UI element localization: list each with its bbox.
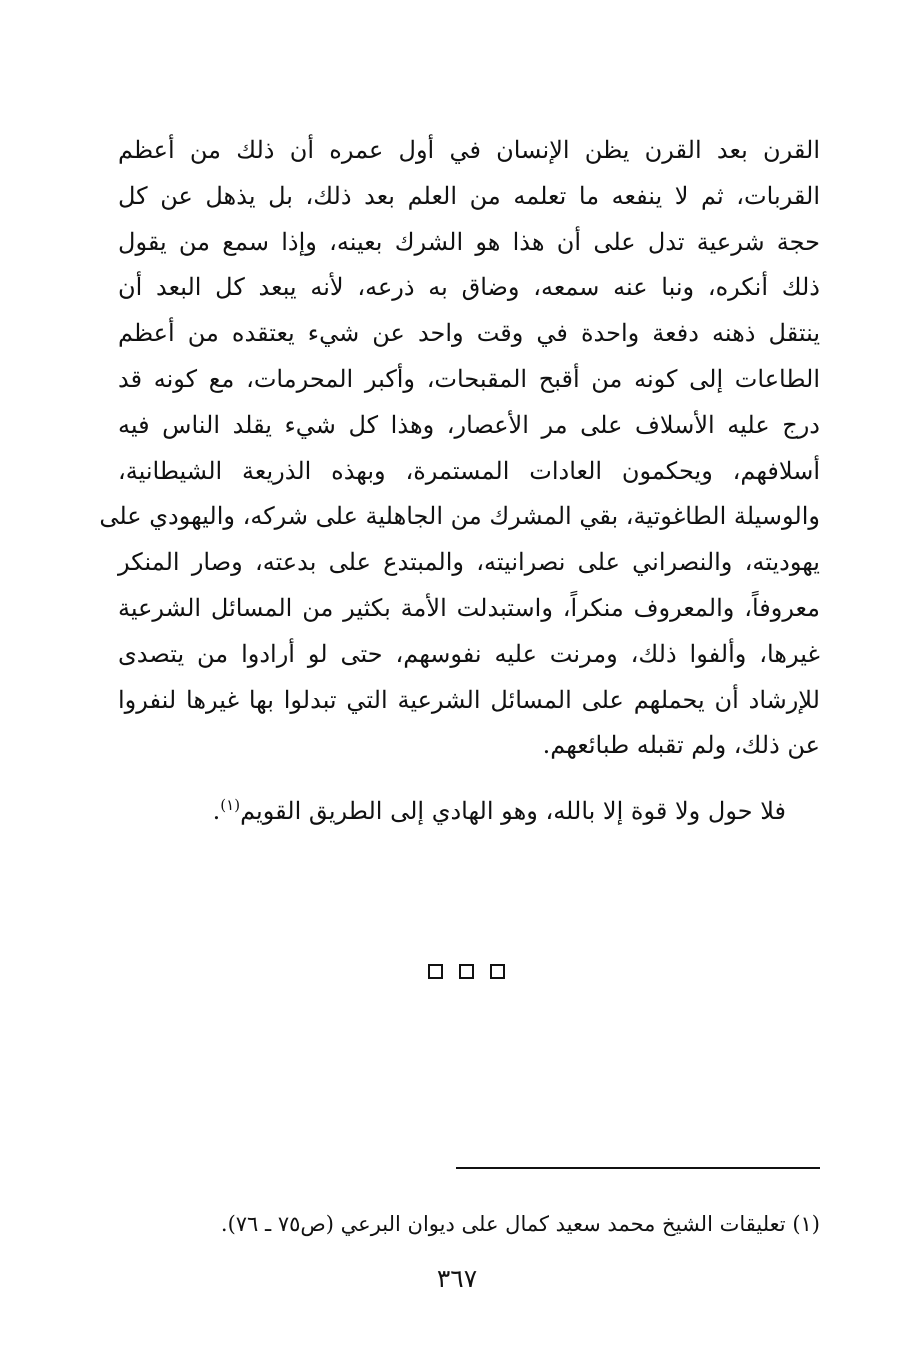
text-line: ذلك أنكره، ونبا عنه سمعه، وضاق به ذرعه، لأنه يبعد كل البعد أن <box>118 273 820 302</box>
page-number: ٣٦٧ <box>436 1264 478 1293</box>
main-paragraph <box>99 128 821 769</box>
footnote: (١) تعليقات الشيخ محمد سعيد كمال على ديوان البرعي (ص٧٥ ـ ٧٦). <box>220 1212 820 1236</box>
closing-sentence <box>146 783 786 833</box>
section-divider-ornament <box>428 964 505 979</box>
footnote-reference[interactable]: (١) <box>220 796 241 814</box>
footnote-separator <box>456 1167 820 1169</box>
square-ornament-icon <box>490 964 505 979</box>
closing-period: . <box>212 797 221 825</box>
text-line: غيرها، وألفوا ذلك، ومرنت عليه نفوسهم، حتى لو أرادوا من يتصدى <box>118 639 820 668</box>
text-line: معروفاً، والمعروف منكراً، واستبدلت الأمة بكثير من المسائل الشرعية <box>118 593 820 622</box>
text-line-last: عن ذلك، ولم تقبله طبائعهم. <box>542 731 820 760</box>
square-ornament-icon <box>459 964 474 979</box>
text-line: والوسيلة الطاغوتية، بقي المشرك من الجاهلية على شركه، واليهودي على <box>99 502 820 531</box>
text-line: أسلافهم، ويحكمون العادات المستمرة، وبهذه الذريعة الشيطانية، <box>118 456 820 485</box>
closing-text: فلا حول ولا قوة إلا بالله، وهو الهادي إلى الطريق القويم <box>240 797 786 825</box>
text-line: حجة شرعية تدل على أن هذا هو الشرك بعينه، وإذا سمع من يقول <box>118 227 820 256</box>
square-ornament-icon <box>428 964 443 979</box>
text-line: الطاعات إلى كونه من أقبح المقبحات، وأكبر المحرمات، مع كونه قد <box>118 364 820 393</box>
text-line: القربات، ثم لا ينفعه ما تعلمه من العلم بعد ذلك، بل يذهل عن كل <box>118 181 820 210</box>
text-line: يهوديته، والنصراني على نصرانيته، والمبتدع على بدعته، وصار المنكر <box>118 548 820 577</box>
text-line: القرن بعد القرن يظن الإنسان في أول عمره أن ذلك من أعظم <box>118 136 820 164</box>
text-line: درج عليه الأسلاف على مر الأعصار، وهذا كل شيء يقلد الناس فيه <box>118 410 820 439</box>
text-line: للإرشاد أن يحملهم على المسائل الشرعية التي تبدلوا بها غيرها لنفروا <box>118 685 820 714</box>
text-line: ينتقل ذهنه دفعة واحدة في وقت واحد عن شيء يعتقده من أعظم <box>118 319 821 348</box>
